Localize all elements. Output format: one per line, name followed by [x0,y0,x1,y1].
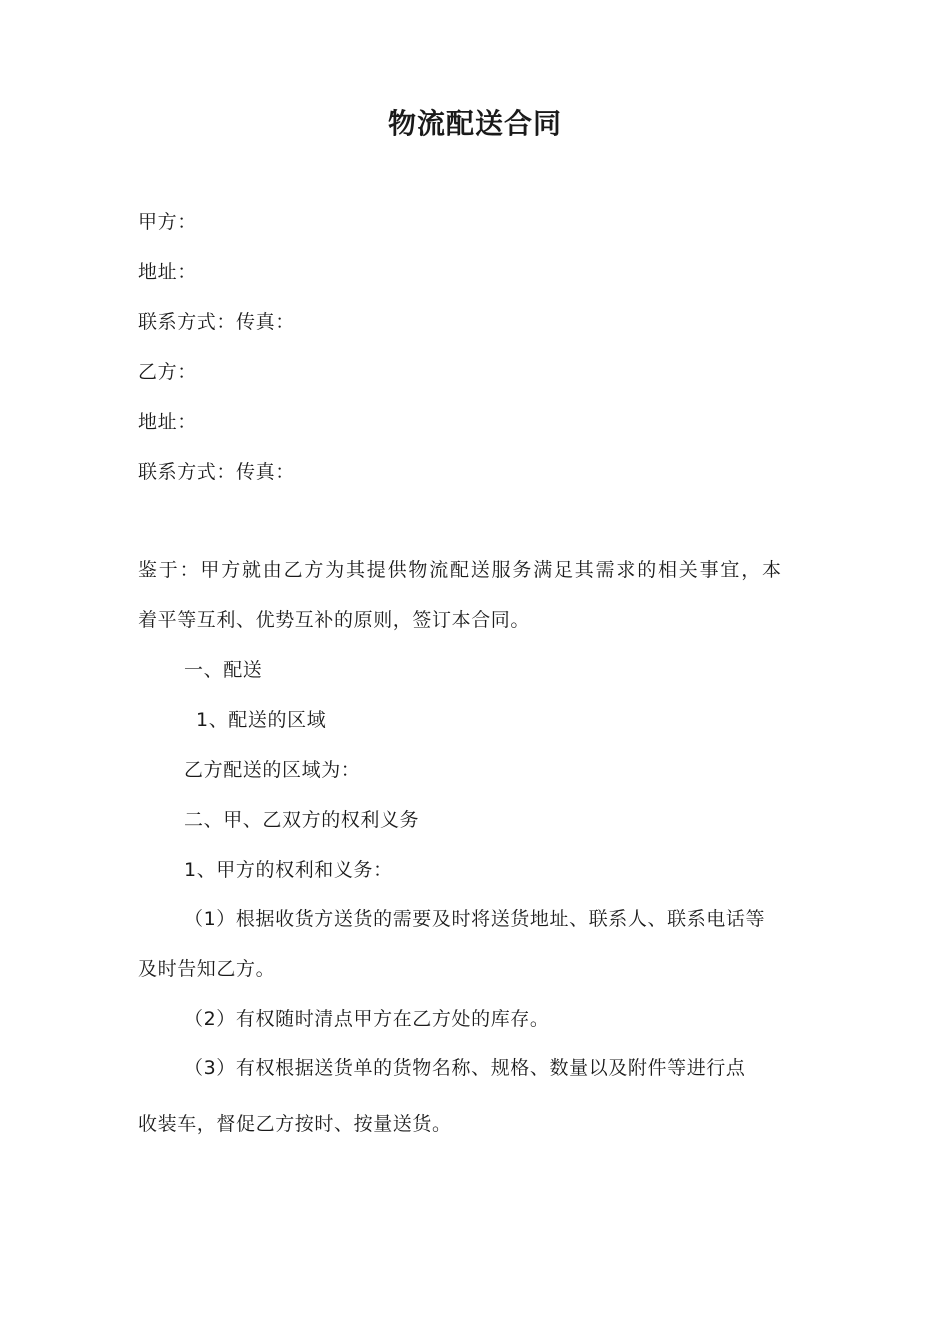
section-2-item-1-heading: 1、甲方的权利和义务： [184,859,393,881]
preamble-line-2: 着平等互利、优势互补的原则，签订本合同。 [138,609,531,631]
section-2-heading: 二、甲、乙双方的权利义务 [184,809,420,831]
party-a-address-label: 地址： [138,261,197,283]
party-a-name-label: 甲方： [138,211,197,233]
clause-2: （2）有权随时清点甲方在乙方处的库存。 [184,1008,550,1030]
document-title: 物流配送合同 [387,107,562,140]
party-a-contact-label: 联系方式：传真： [138,311,295,333]
party-b-name-label: 乙方： [138,361,197,383]
clause-1-line-2: 及时告知乙方。 [138,958,276,980]
clause-3-line-2: 收装车，督促乙方按时、按量送货。 [138,1113,452,1135]
section-1-item-1-heading: 1、配送的区域 [196,709,327,731]
party-b-contact-label: 联系方式：传真： [138,461,295,483]
clause-3-line-1: （3）有权根据送货单的货物名称、规格、数量以及附件等进行点 [184,1057,746,1079]
clause-1-line-1: （1）根据收货方送货的需要及时将送货地址、联系人、联系电话等 [184,908,766,930]
party-b-address-label: 地址： [138,411,197,433]
section-1-item-1-text: 乙方配送的区域为： [184,759,361,781]
preamble-line-1: 鉴于：甲方就由乙方为其提供物流配送服务满足其需求的相关事宜，本 [138,559,783,581]
section-1-heading: 一、配送 [184,659,263,681]
